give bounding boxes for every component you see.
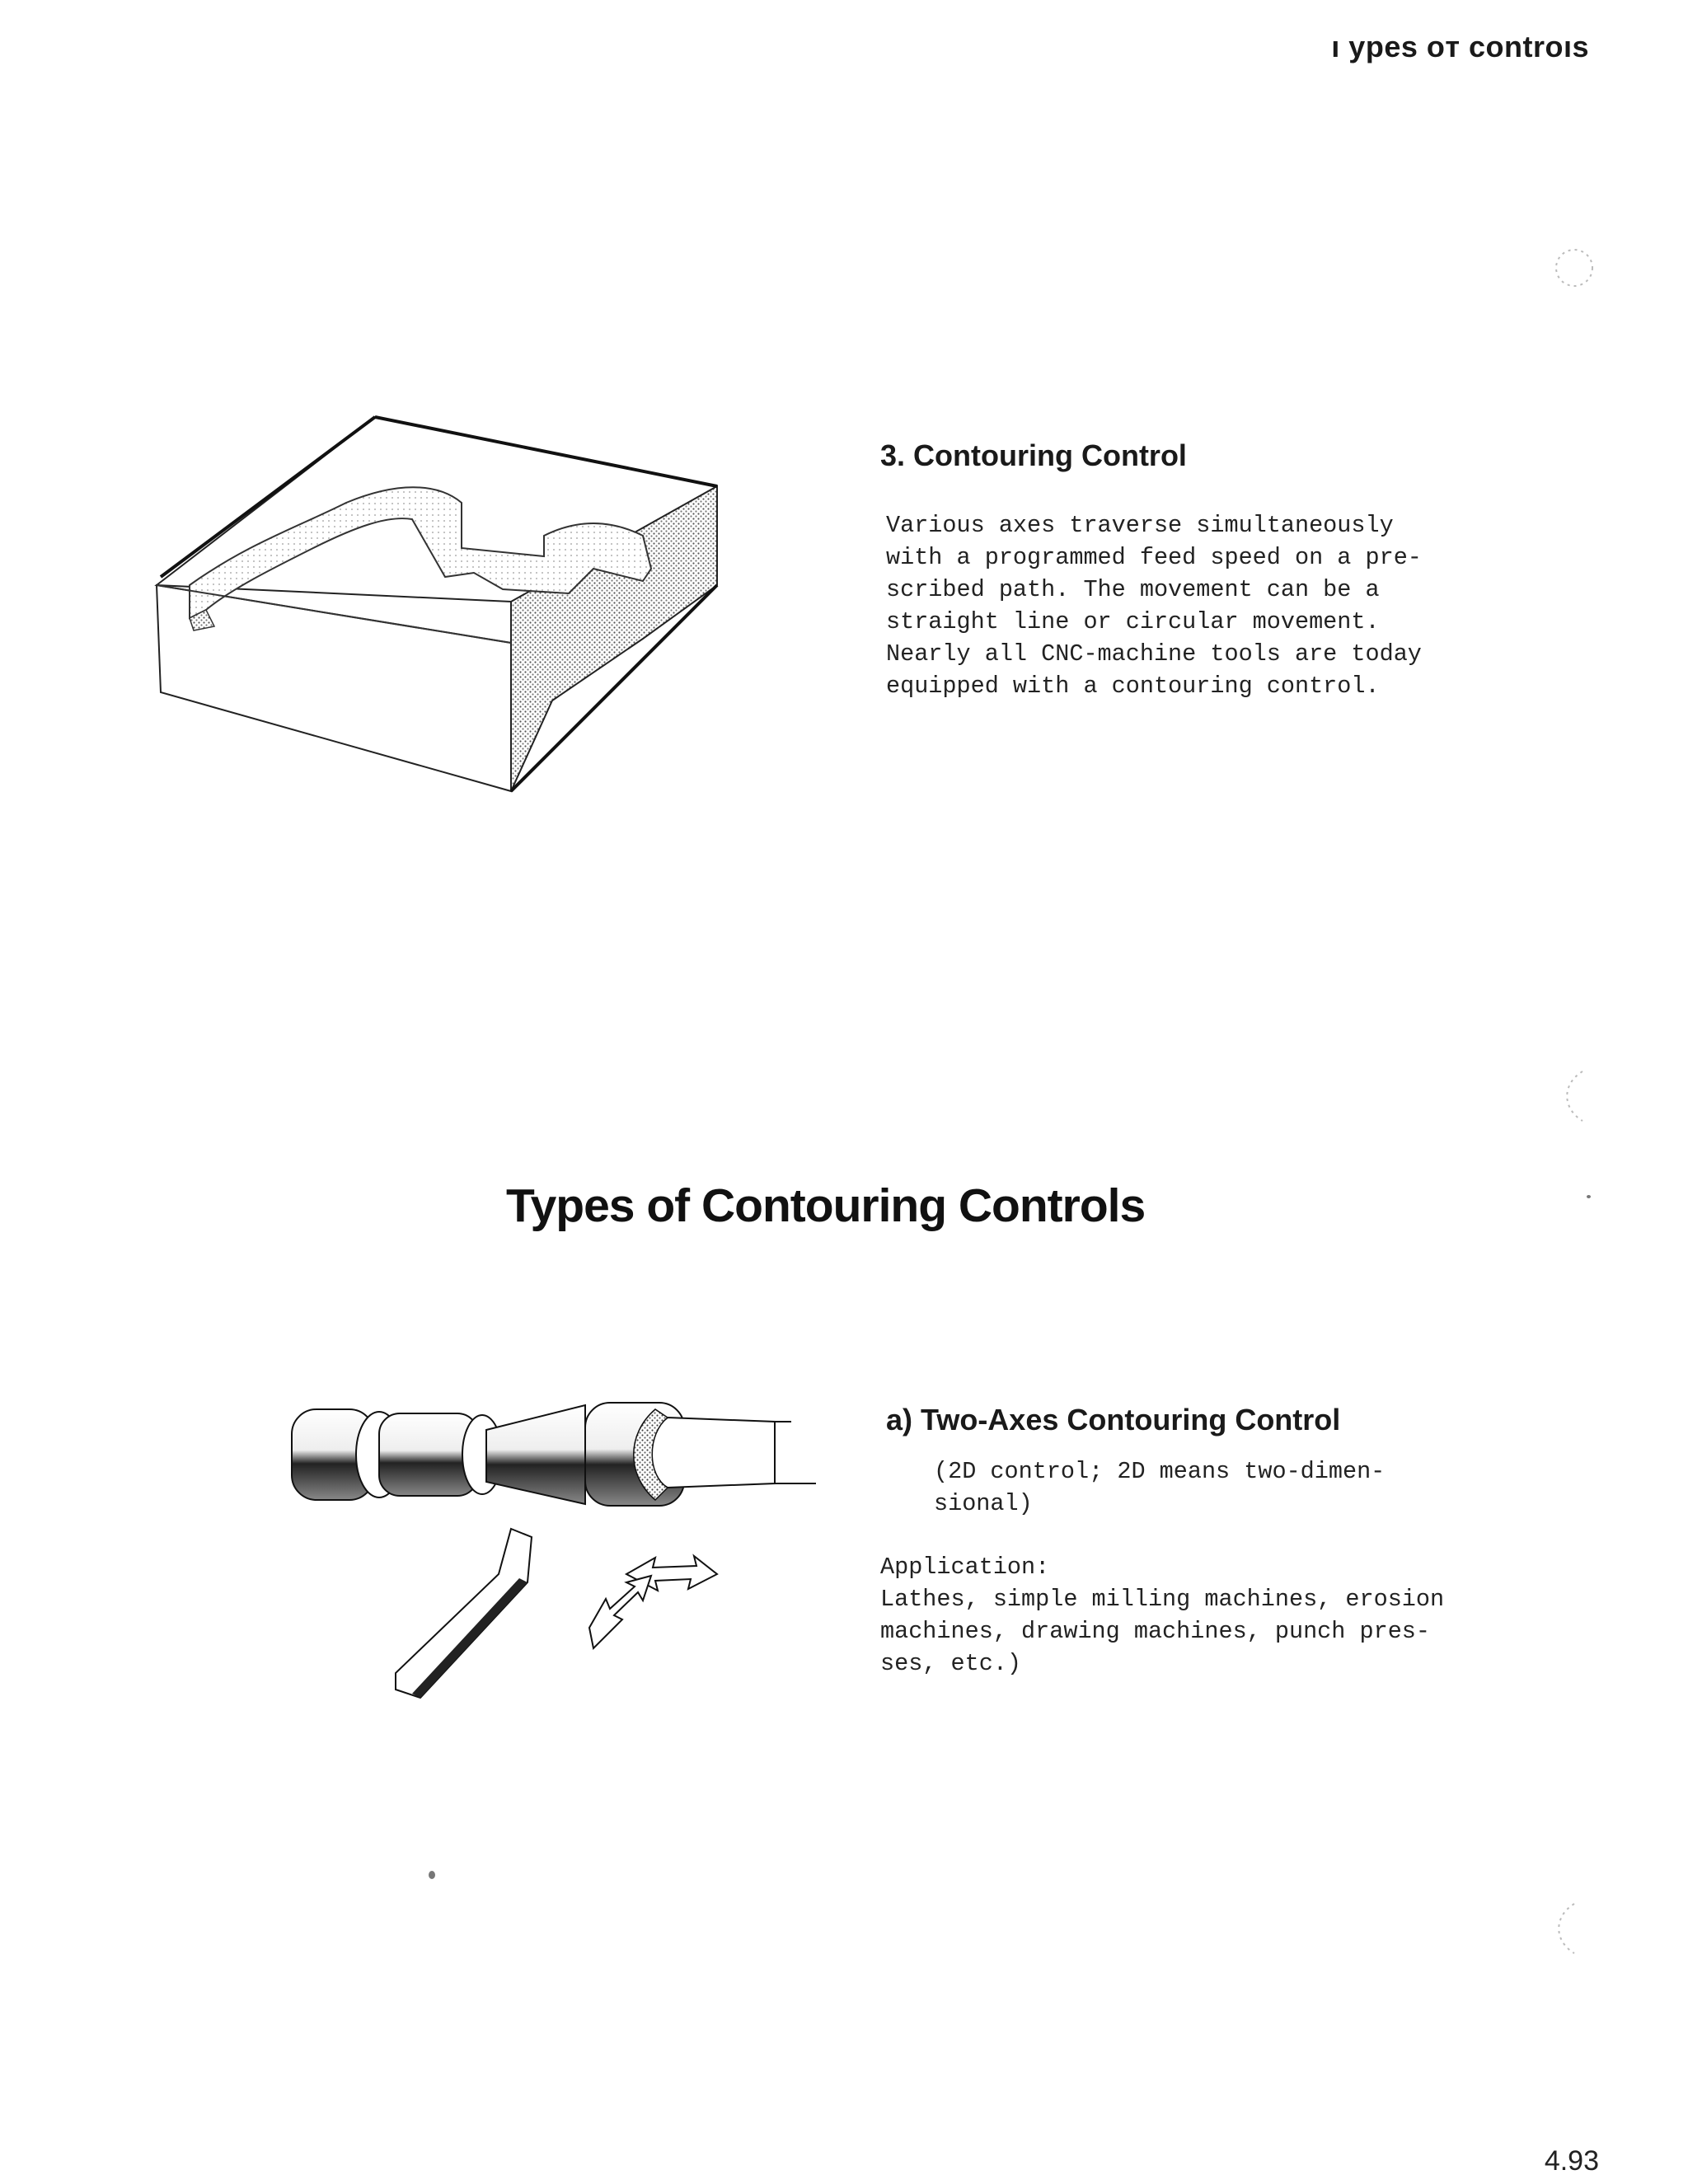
contouring-line-1: Various axes traverse simultaneously (886, 512, 1394, 539)
two-axes-note-line-1: (2D control; 2D means two-dimen- (934, 1458, 1386, 1485)
section-heading-two-axes: a) Two-Axes Contouring Control (886, 1403, 1341, 1436)
contoured-block-illustration (148, 404, 725, 808)
application-label: Application: (880, 1554, 1050, 1581)
section-heading-contouring-control: 3. Contouring Control (880, 438, 1187, 472)
running-head: ı ypes oт controıs (1331, 30, 1589, 63)
application-line-2: machines, drawing machines, punch pres- (880, 1618, 1431, 1645)
contouring-line-2: with a programmed feed speed on a pre- (886, 544, 1422, 571)
application-line-1: Lathes, simple milling machines, erosion (880, 1586, 1445, 1613)
contouring-line-4: straight line or circular movement. (886, 608, 1380, 635)
page-number: 4.93 (1544, 2145, 1599, 2177)
two-axes-note (934, 1455, 1385, 1520)
application-line-3: ses, etc.) (880, 1650, 1022, 1677)
two-axes-note-line-2: sional) (934, 1490, 1033, 1517)
binder-hole-mark (1550, 235, 1599, 301)
contouring-line-6: equipped with a contouring control. (886, 673, 1380, 700)
types-of-contouring-controls-title: Types of Contouring Controls (506, 1179, 1146, 1232)
contouring-description (886, 509, 1422, 702)
binder-hole-mark (1541, 1896, 1591, 1961)
scan-speck (1587, 1195, 1591, 1198)
application-block (880, 1551, 1444, 1680)
scan-speck (429, 1871, 435, 1879)
contouring-line-3: scribed path. The movement can be a (886, 576, 1380, 603)
lathe-two-axes-illustration (280, 1385, 824, 1714)
contouring-line-5: Nearly all CNC-machine tools are today (886, 640, 1422, 668)
binder-hole-mark (1550, 1063, 1599, 1129)
